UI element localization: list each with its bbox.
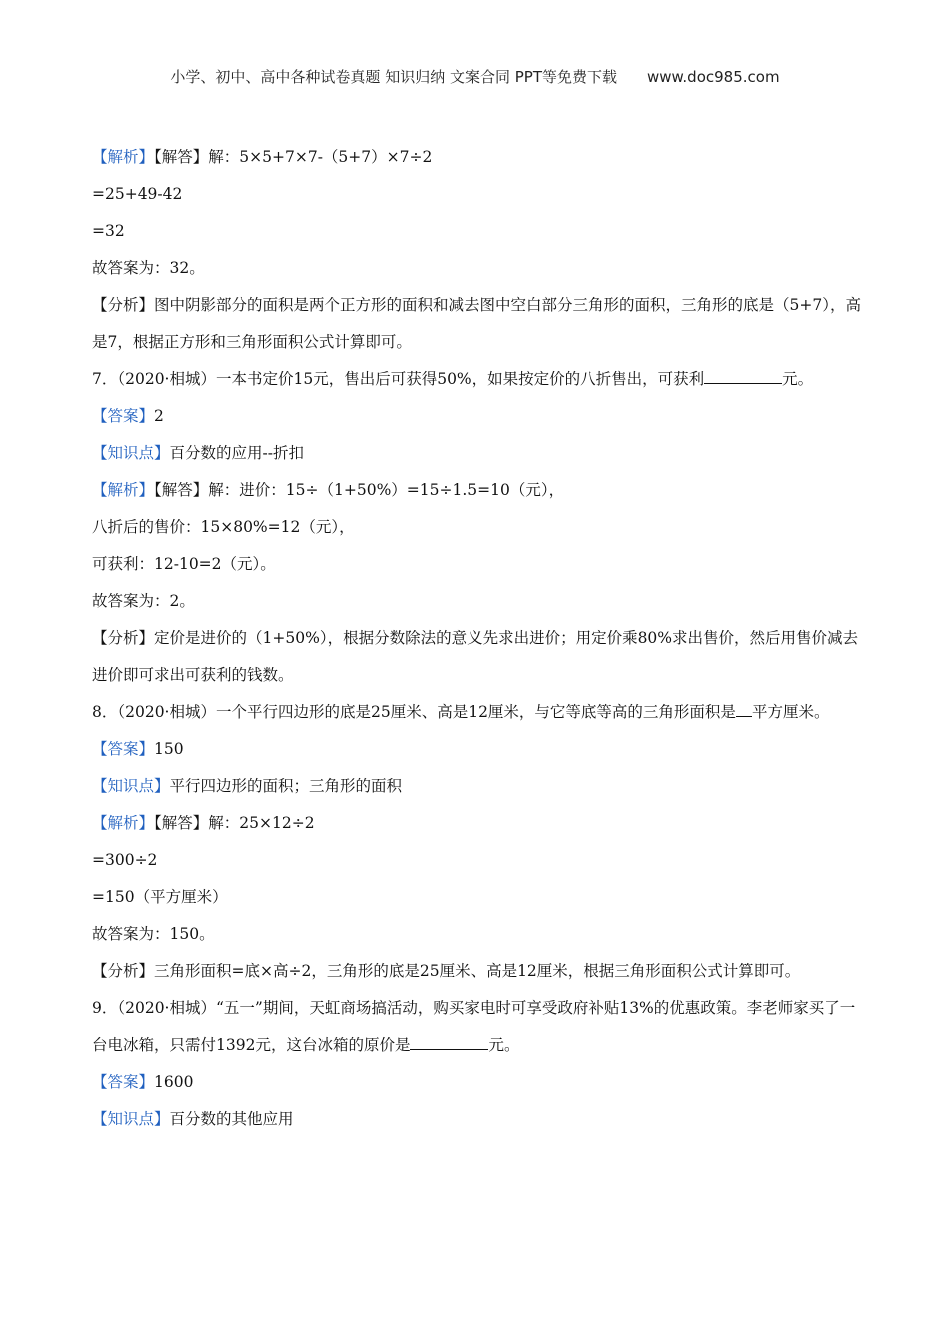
q8-solution-line <box>92 805 862 842</box>
tag-jieda: 【解答】 <box>154 481 209 499</box>
tag-fenxi: 【分析】 <box>92 629 155 647</box>
tag-jieda: 【解答】 <box>154 148 209 166</box>
q7-final-answer: 故答案为：2。 <box>92 592 195 610</box>
answer-blank <box>410 1035 488 1050</box>
q8-answer <box>92 731 862 768</box>
tag-jieda: 【解答】 <box>154 814 209 832</box>
answer-blank <box>704 369 782 384</box>
q9-knowledge-text: 百分数的其他应用 <box>169 1110 294 1128</box>
q6-solution-line <box>92 139 862 176</box>
q8-solution-step: =150（平方厘米） <box>92 888 228 906</box>
q7-knowledge <box>92 435 862 472</box>
answer-blank <box>736 702 752 717</box>
q6-analysis-text: 图中阴影部分的面积是两个正方形的面积和减去图中空白部分三角形的面积，三角形的底是（5+7），高是7，根据正方形和三角形面积公式计算即可。 <box>92 296 861 351</box>
tag-zhishidian: 【知识点】 <box>92 1110 170 1128</box>
header-site: www.doc985.com <box>646 68 780 86</box>
q7-knowledge-text: 百分数的应用--折扣 <box>169 444 304 462</box>
q8-question <box>92 694 862 731</box>
tag-jiexi: 【解析】 <box>92 148 155 166</box>
q7-solution-text: 解：进价：15÷（1+50%）=15÷1.5=10（元）， <box>208 481 565 499</box>
tag-zhishidian: 【知识点】 <box>92 777 170 795</box>
q9-answer-value: 1600 <box>154 1073 194 1091</box>
q6-analysis <box>92 287 862 361</box>
q6-final-answer: 故答案为：32。 <box>92 259 205 277</box>
tag-jiexi: 【解析】 <box>92 814 155 832</box>
q6-solution-text: 解：5×5+7×7-（5+7）×7÷2 <box>208 148 433 166</box>
tag-jiexi: 【解析】 <box>92 481 155 499</box>
q7-answer-value: 2 <box>154 407 164 425</box>
q7-analysis <box>92 620 862 694</box>
q9-knowledge <box>92 1101 862 1138</box>
q8-solution-step: =300÷2 <box>92 851 158 869</box>
q6-solution-step: =32 <box>92 222 125 240</box>
q8-analysis-text: 三角形面积=底×高÷2，三角形的底是25厘米、高是12厘米，根据三角形面积公式计算即可。 <box>154 962 801 980</box>
page-header <box>0 66 950 87</box>
q8-question-text: 8．（2020·相城）一个平行四边形的底是25厘米、高是12厘米，与它等底等高的三角形面积是 <box>92 703 736 721</box>
q9-question <box>92 990 862 1064</box>
q7-analysis-text: 定价是进价的（1+50%），根据分数除法的意义先求出进价；用定价乘80%求出售价，然后用售价减去进价即可求出可获利的钱数。 <box>92 629 859 684</box>
q7-question <box>92 361 862 398</box>
header-text: 小学、初中、高中各种试卷真题 知识归纳 文案合同 PPT等免费下载 <box>170 68 617 86</box>
tag-daan: 【答案】 <box>92 1073 155 1091</box>
tag-daan: 【答案】 <box>92 740 155 758</box>
q8-solution-text: 解：25×12÷2 <box>208 814 315 832</box>
document-body <box>92 139 862 1138</box>
tag-daan: 【答案】 <box>92 407 155 425</box>
tag-zhishidian: 【知识点】 <box>92 444 170 462</box>
q6-solution-step: =25+49-42 <box>92 185 183 203</box>
q8-knowledge-text: 平行四边形的面积；三角形的面积 <box>169 777 403 795</box>
q8-knowledge <box>92 768 862 805</box>
q7-solution-step: 可获利：12-10=2（元）。 <box>92 555 276 573</box>
tag-fenxi: 【分析】 <box>92 962 155 980</box>
q8-question-unit: 平方厘米。 <box>751 703 830 721</box>
q7-question-unit: 元。 <box>782 370 814 388</box>
q7-answer <box>92 398 862 435</box>
q8-final-answer: 故答案为：150。 <box>92 925 215 943</box>
q8-answer-value: 150 <box>154 740 184 758</box>
q7-solution-step: 八折后的售价：15×80%=12（元）， <box>92 518 355 536</box>
q9-question-unit: 元。 <box>488 1036 520 1054</box>
q9-answer <box>92 1064 862 1101</box>
q8-analysis <box>92 953 862 990</box>
q9-question-text: 9．（2020·相城）“五一”期间，天虹商场搞活动，购买家电时可享受政府补贴13%的优惠政策。李老师家买了一台电冰箱，只需付1392元，这台冰箱的原价是 <box>92 999 856 1054</box>
q7-question-text: 7．（2020·相城）一本书定价15元，售出后可获得50%，如果按定价的八折售出，可获利 <box>92 370 705 388</box>
tag-fenxi: 【分析】 <box>92 296 155 314</box>
q7-solution-line <box>92 472 862 509</box>
